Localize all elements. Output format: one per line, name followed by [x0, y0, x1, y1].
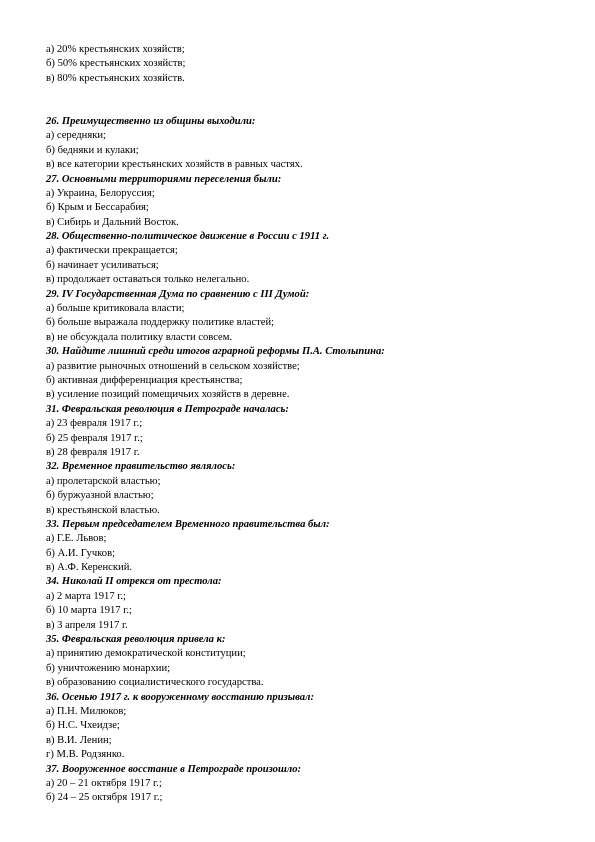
question-27 [46, 173, 556, 231]
option-line: а) 20 – 21 октября 1917 г.; [46, 777, 162, 789]
question-32 [46, 460, 556, 518]
option-line: а) фактически прекращается; [46, 245, 178, 257]
option-line: а) 20% крестьянских хозяйств; [46, 44, 185, 55]
option-line: б) 10 марта 1917 г.; [46, 605, 132, 617]
option-line: в) А.Ф. Керенский. [46, 562, 133, 574]
question-text: 34. Николай II отрекся от престола: [46, 576, 222, 588]
option-line: а) П.Н. Милюков; [46, 705, 127, 717]
option-line: б) 50% крестьянских хозяйств; [46, 58, 186, 70]
question-28 [46, 230, 556, 288]
question-text: 30. Найдите лишний среди итогов аграрной реформы П.А. Столыпина: [46, 346, 385, 358]
question-text: 29. IV Государственная Дума по сравнению с III Думой: [46, 288, 310, 300]
question-35 [46, 633, 556, 691]
question-text: 37. Вооруженное восстание в Петрограде произошло: [46, 763, 302, 775]
question-30 [46, 345, 556, 403]
question-34 [46, 575, 556, 633]
question-text: 35. Февральская революция привела к: [46, 634, 226, 646]
option-line: в) продолжает оставаться только нелегально. [46, 274, 250, 286]
question-text: 28. Общественно-политическое движение в России с 1911 г. [46, 231, 330, 243]
option-line: а) середняки; [46, 130, 106, 142]
option-line: г) М.В. Родзянко. [46, 749, 125, 761]
question-text: 26. Преимущественно из общины выходили: [46, 115, 256, 127]
option-line: в) 80% крестьянских хозяйств. [46, 72, 185, 84]
option-line: в) 3 апреля 1917 г. [46, 619, 128, 631]
option-line: в) Сибирь и Дальний Восток. [46, 216, 179, 228]
spacer [46, 101, 556, 115]
question-text: 33. Первым председателем Временного правительства был: [46, 518, 330, 530]
question-text: 31. Февральская революция в Петрограде началась: [46, 403, 289, 415]
option-line: б) 25 февраля 1917 г.; [46, 432, 143, 444]
option-line: б) больше выражала поддержку политике властей; [46, 317, 275, 329]
option-line: в) крестьянской властью. [46, 504, 160, 516]
option-line: в) все категории крестьянских хозяйств в равных частях. [46, 159, 303, 171]
question-33 [46, 518, 556, 576]
option-line: б) А.И. Гучков; [46, 547, 116, 559]
question-29 [46, 288, 556, 346]
option-line: б) буржуазной властью; [46, 490, 154, 502]
option-line: б) начинает усиливаться; [46, 259, 159, 271]
question-31 [46, 403, 556, 461]
spacer [46, 86, 556, 100]
option-line: в) 28 февраля 1917 г. [46, 446, 140, 458]
option-line: б) Крым и Бессарабия; [46, 202, 149, 214]
question-26 [46, 115, 556, 173]
question-36 [46, 691, 556, 763]
option-line: в) образованию социалистического государства. [46, 677, 264, 689]
option-line: б) Н.С. Чхеидзе; [46, 720, 120, 732]
option-line: а) Украина, Белоруссия; [46, 187, 155, 199]
option-line: а) 23 февраля 1917 г.; [46, 418, 143, 430]
option-line: а) Г.Е. Львов; [46, 533, 107, 545]
option-line: а) пролетарской властью; [46, 475, 161, 487]
intro-options-block [46, 43, 556, 86]
option-line: б) уничтожению монархии; [46, 662, 171, 674]
option-line: в) усиление позиций помещичьих хозяйств в деревне. [46, 389, 290, 401]
question-text: 36. Осенью 1917 г. к вооруженному восстанию призывал: [46, 691, 314, 703]
document-page [46, 43, 556, 806]
option-line: б) бедняки и кулаки; [46, 144, 139, 156]
question-text: 32. Временное правительство являлось: [46, 461, 236, 473]
option-line: а) больше критиковала власти; [46, 303, 185, 315]
option-line: а) развитие рыночных отношений в сельском хозяйстве; [46, 360, 300, 372]
option-line: в) В.И. Ленин; [46, 734, 112, 746]
question-37 [46, 763, 556, 806]
option-line: а) принятию демократической конституции; [46, 648, 246, 660]
option-line: б) активная дифференциация крестьянства; [46, 374, 243, 386]
option-line: б) 24 – 25 октября 1917 г.; [46, 792, 163, 804]
option-line: а) 2 марта 1917 г.; [46, 590, 127, 602]
option-line: в) не обсуждала политику власти совсем. [46, 331, 233, 343]
question-text: 27. Основными территориями переселения были: [46, 173, 282, 185]
